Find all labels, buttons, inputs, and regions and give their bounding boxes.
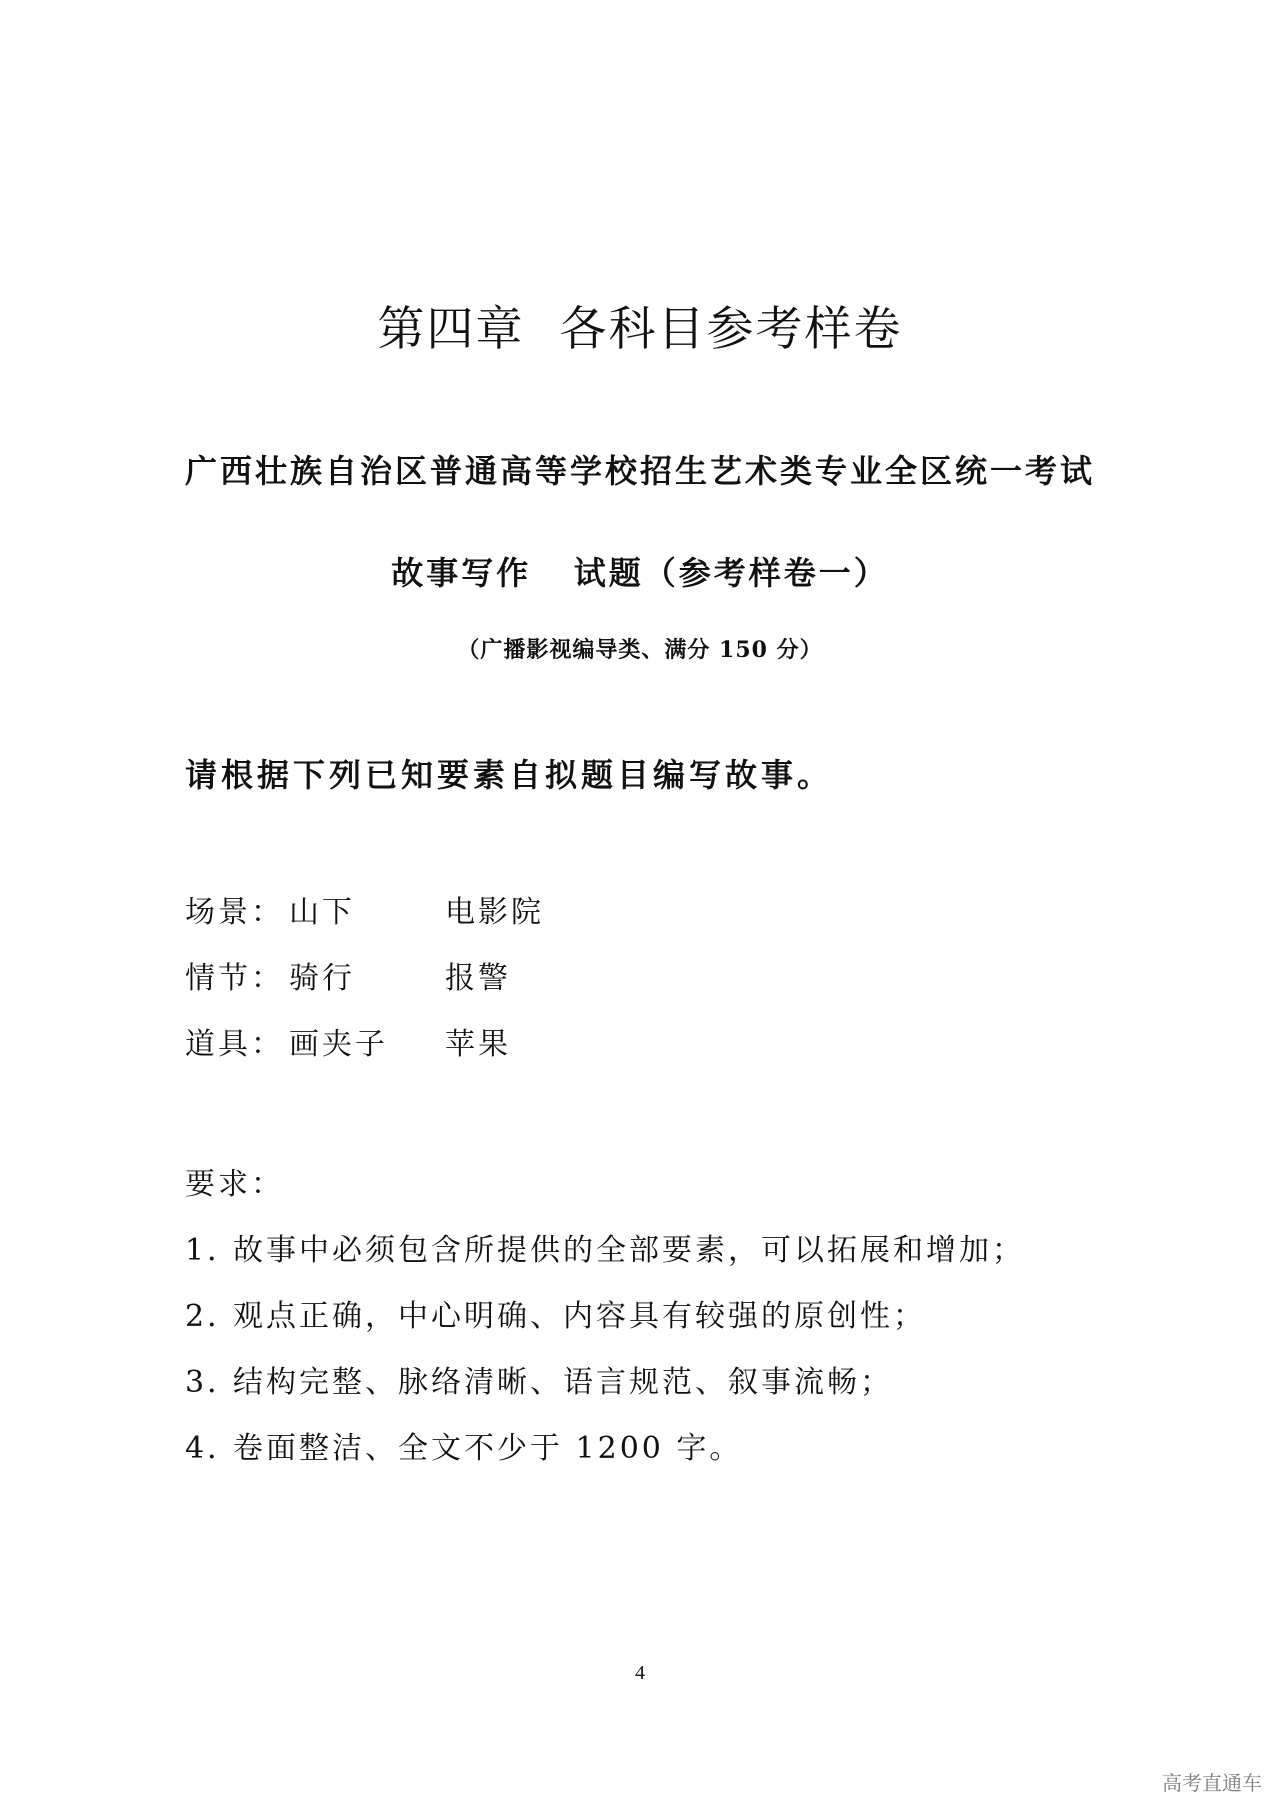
requirements [185, 1152, 1025, 1482]
element-value: 画夹子 [289, 1027, 388, 1062]
exam-organization: 广西壮族自治区普通高等学校招生艺术类专业全区统一考试 [184, 452, 1095, 490]
requirement-number: 3． [185, 1365, 241, 1400]
element-value: 骑行 [289, 961, 355, 996]
story-elements [185, 880, 544, 1078]
element-row-scene [185, 880, 544, 946]
element-value: 电影院 [445, 895, 544, 930]
element-label: 场景： [185, 895, 284, 930]
requirement-item [185, 1218, 1025, 1284]
requirement-number: 1． [185, 1233, 241, 1268]
requirement-item [185, 1284, 1025, 1350]
page-number: 4 [635, 1662, 645, 1684]
element-row-props [185, 1012, 544, 1078]
requirement-text: 卷面整洁、全文不少于 1200 字。 [233, 1431, 743, 1466]
exam-note: （广播影视编导类、满分 150 分） [457, 637, 823, 663]
requirement-text: 结构完整、脉络清晰、语言规范、叙事流畅； [233, 1365, 893, 1400]
requirement-number: 2． [185, 1299, 241, 1334]
requirement-item [185, 1350, 1025, 1416]
element-row-plot [185, 946, 544, 1012]
requirement-item [185, 1416, 1025, 1482]
requirement-number: 4． [185, 1431, 241, 1466]
requirements-heading: 要求： [185, 1167, 284, 1202]
element-label: 道具： [185, 1027, 284, 1062]
watermark: 高考直通车 [1162, 1771, 1262, 1795]
element-value: 报警 [445, 961, 511, 996]
requirement-text: 故事中必须包含所提供的全部要素，可以拓展和增加； [233, 1233, 1025, 1268]
element-value: 苹果 [445, 1027, 511, 1062]
instruction: 请根据下列已知要素自拟题目编写故事。 [185, 756, 834, 794]
chapter-title: 第四章 各科目参考样卷 [377, 302, 903, 357]
element-value: 山下 [289, 895, 355, 930]
element-label: 情节： [185, 961, 284, 996]
exam-title: 故事写作 试题（参考样卷一） [391, 554, 889, 592]
requirement-text: 观点正确，中心明确、内容具有较强的原创性； [233, 1299, 926, 1334]
